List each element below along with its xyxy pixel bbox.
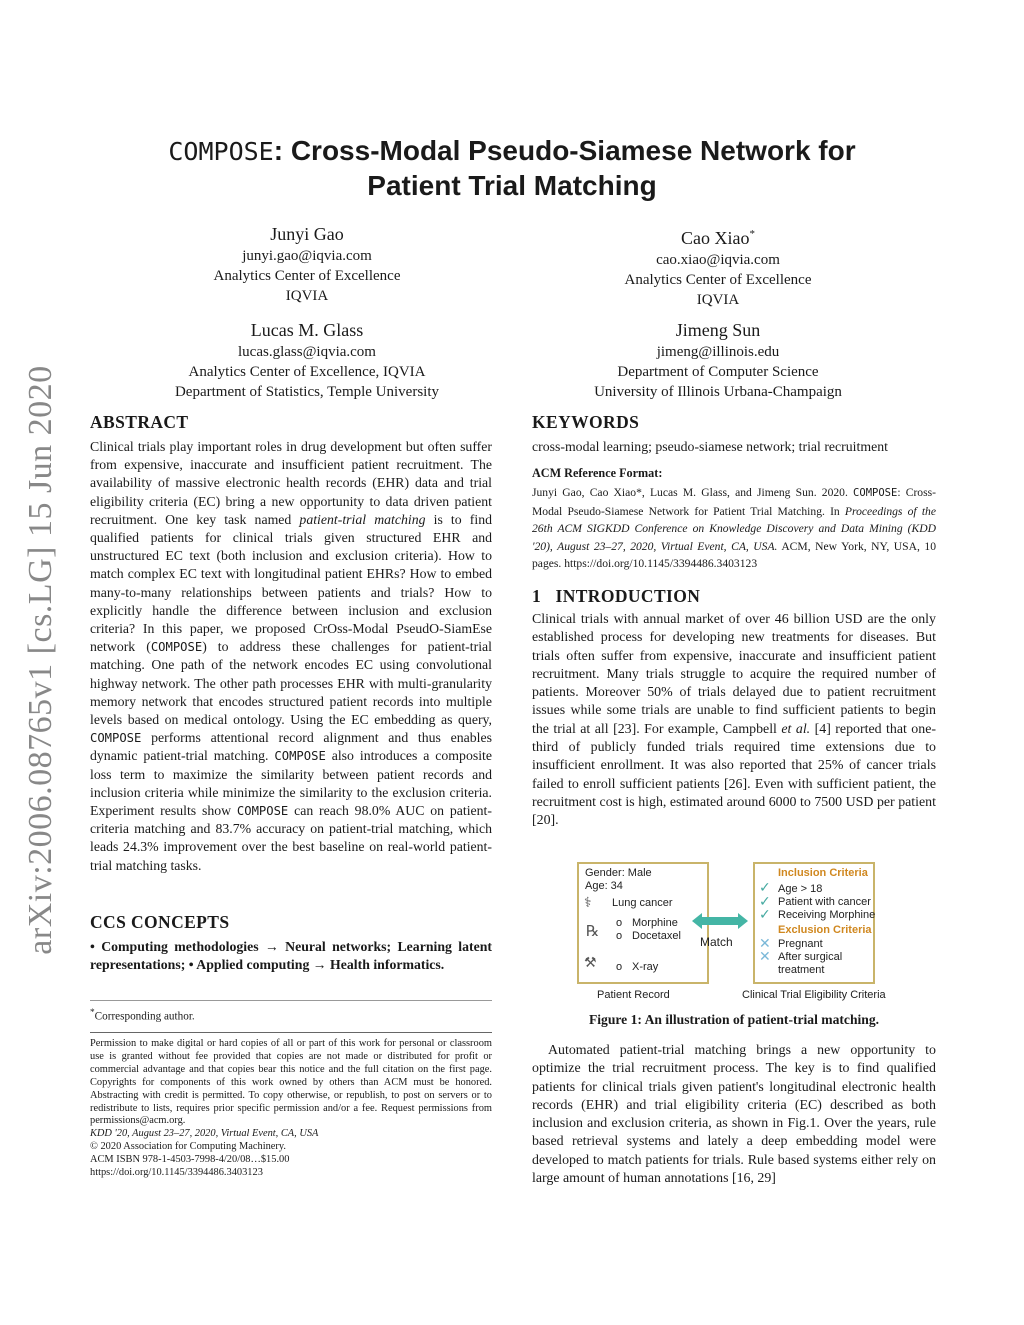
stethoscope-icon: ⚕ [584,895,592,911]
author-name: Jimeng Sun [675,320,761,340]
acm-ref-span: Junyi Gao, Cao Xiao*, Lucas M. Glass, and Jimeng Sun. 2020. [532,486,854,499]
inclusion-item: Patient with cancer [778,896,871,908]
footnote-text: Corresponding author. [94,1010,195,1023]
author-affiliation: Department of Statistics, Temple University [174,384,440,400]
section-title: INTRODUCTION [555,586,701,606]
acm-ref-span: ACM, New York, NY, USA, 10 pages. https://doi.org/10.1145/3394486.3403123 [532,539,936,571]
med-bullet: o [616,917,623,929]
intro-emphasis: et al. [781,721,811,737]
trial-criteria-label: Clinical Trial Eligibility Criteria [742,989,886,1001]
author-block-4 [548,318,888,402]
patient-diagnosis: Lung cancer [612,897,673,909]
keywords-text: cross-modal learning; pseudo-siamese network; trial recruitment [532,439,888,454]
inclusion-item: Receiving Morphine [778,909,876,921]
abstract-span: also introduces a composite loss term to maximize the similarity between patient records and inclusion criteria while minimize the similarity to the exclusion criteria. Experiment results show [90,748,492,819]
proc-bullet: o [616,961,623,973]
cross-icon: ✕ [759,936,771,952]
exclusion-item: treatment [778,964,825,976]
author-affiliation: IQVIA [696,292,740,308]
abstract-emphasis: patient-trial matching [299,511,426,527]
abstract-span: Clinical trials play important roles in drug development but often suffer from expensive, inaccurate and insufficient patient recruitment. The availability of massive electronic health records (EHR) data and trial eligibility criteria (EC) bring a new opportunity to data driven patient recruitment. One key task named [90,439,492,527]
exclusion-item: Pregnant [778,938,823,950]
author-block-3 [137,318,477,402]
inclusion-heading: Inclusion Criteria [778,867,868,879]
author-affiliation: Analytics Center of Excellence [624,272,812,288]
permission-rule [90,1032,492,1033]
compose-token: COMPOSE [274,749,326,764]
acm-ref-text [532,484,936,573]
author-affiliation: Department of Computer Science [617,364,819,380]
abstract-span: performs attentional record alignment and thus enables dynamic patient-trial matching. [90,730,492,764]
corresponding-mark: * [749,228,755,240]
author-name: Cao Xiao [681,228,750,248]
copyright-line: © 2020 Association for Computing Machinery. [90,1141,286,1153]
ccs-heading: CCS CONCEPTS [90,912,230,932]
figure-1 [560,852,910,1012]
match-label: Match [700,935,733,949]
permission-text: Permission to make digital or hard copies of all or part of this work for personal or classroom use is granted without fee provided that copies are not made or distributed for profit or commercial advantage and that copies bear this notice and the full citation on the first page. Copyrights for components of this work owned by others than ACM must be honored. Abstracting with credit is permitted. To copy otherwise, or republish, to post on servers or to redistribute to lists, requires prior specific permission and/or a fee. Request permissions from permissions@acm.org. [90,1038,492,1127]
match-arrow-icon [692,912,748,930]
intro-paragraph-1 [532,611,936,831]
acm-ref-emphasis: Proceedings of the 26th ACM SIGKDD Conference on Knowledge Discovery and Data Mining (KDD '20), August 23–27, 2020, Virtual Event, CA, USA. [532,504,936,553]
keywords-heading: KEYWORDS [532,412,640,432]
prescription-icon: ℞ [586,922,600,940]
ccs-concepts: • Computing methodologies → Neural networks; Learning latent representations; • Applied computing → Health informatics. [90,939,492,973]
author-affiliation: Analytics Center of Excellence, IQVIA [188,364,426,380]
conference-info: KDD '20, August 23–27, 2020, Virtual Event, CA, USA [90,1128,319,1140]
compose-token: COMPOSE [853,487,898,499]
exclusion-item: After surgical [778,951,843,963]
title-system-name: COMPOSE [168,137,274,166]
doi-link[interactable]: https://doi.org/10.1145/3394486.3403123 [90,1167,263,1179]
author-email[interactable]: lucas.glass@iqvia.com [238,344,376,360]
author-affiliation: University of Illinois Urbana-Champaign [594,384,842,400]
author-email[interactable]: junyi.gao@iqvia.com [242,248,372,264]
abstract-span: ) to address these challenges for patient-trial matching. One path of the network encodes EC using convolutional highway network. The other path processes EHR with multi-granularity memory network that encodes structured patient records into multiple levels based on medical ontology. Using the EC embedding as query, [90,639,492,728]
abstract-text [90,438,492,875]
cross-icon: ✕ [759,949,771,965]
author-block-1 [137,222,477,306]
author-affiliation: IQVIA [285,288,329,304]
author-email[interactable]: jimeng@illinois.edu [656,344,780,360]
abstract-span: can reach 98.0% AUC on patient-criteria matching and 83.7% accuracy on patient-trial matching, which leads 24.3% improvement over the best baseline on real-world patient-trial matching tasks. [90,803,492,873]
inclusion-item: Age > 18 [778,883,823,895]
intro-span: [4] reported that one-third of publicly funded trials required time extensions due to insufficient enrollment. It was also reported that 25% of cancer trials failed to enroll sufficient patients [26]. Even with sufficient patient, the recruitment cost is high, estimated around 6000 to 7500 USD per patient [20]. [532,721,936,829]
check-icon: ✓ [759,894,771,910]
patient-medication: Morphine [632,917,678,929]
abstract-span: is to find qualified patients for clinical trials given structured EHR and unstructured EC text (both inclusion and exclusion criteria). How to match complex EC text with longitudinal patient EHRs? How to embed many-to-many relationships between patients and trials? How to explicitly handle the difference between inclusion and exclusion criteria? In this paper, we proposed CrOss-Modal PseudO-SiamEse network ( [90,511,492,655]
tools-icon: ⚒ [584,955,597,971]
corresponding-footnote: *Corresponding author. [90,1008,195,1023]
figure-caption: Figure 1: An illustration of patient-trial matching. [588,1012,880,1027]
author-name: Junyi Gao [270,224,344,244]
compose-token: COMPOSE [150,640,203,655]
intro-paragraph-2: Automated patient-trial matching brings a new opportunity to optimize the trial recruitment process. The key is to find qualified patients for clinical trials given patient's longitudinal electronic health records (EHR) and trial eligibility criteria (EC) described as both inclusion and exclusion criteria, as shown in Fig.1. Over the years, rule based retrieval systems and lately a deep embedding model were developed to match patients for trials. Rule based systems either rely on large amount of human annotations [16, 29] [532,1043,936,1187]
compose-token: COMPOSE [90,731,142,746]
patient-age: Age: 34 [585,880,623,892]
author-email[interactable]: cao.xiao@iqvia.com [656,252,780,268]
title-line2: Patient Trial Matching [367,170,657,201]
section-number: 1 [532,586,542,606]
isbn-line: ACM ISBN 978-1-4503-7998-4/20/08…$15.00 [90,1154,290,1166]
patient-gender: Gender: Male [585,867,652,879]
patient-procedure: X-ray [632,961,659,973]
check-icon: ✓ [759,907,771,923]
author-block-2 [548,222,888,310]
arxiv-identifier: arXiv:2006.08765v1 [cs.LG] 15 Jun 2020 [22,365,59,955]
footnote-rule [90,1000,492,1001]
patient-record-label: Patient Record [597,989,670,1001]
author-affiliation: Analytics Center of Excellence [213,268,401,284]
acm-ref-span: : Cross-Modal Pseudo-Siamese Network for Patient Trial Matching. In [532,486,936,518]
exclusion-heading: Exclusion Criteria [778,924,872,936]
permission-block [90,1038,492,1180]
paper-title [150,134,874,203]
acm-ref-heading: ACM Reference Format: [532,466,663,480]
author-name: Lucas M. Glass [250,320,364,340]
compose-token: COMPOSE [236,804,289,819]
patient-medication: Docetaxel [632,930,681,942]
abstract-heading: ABSTRACT [90,412,189,432]
intro-span: Clinical trials with annual market of over 46 billion USD are the only established process for developing new treatments for diseases. But trials often suffer from expensive, inaccurate and insufficient patient recruitment. Many trials struggle to acquire the required number of patients. Moreover 50% of trials delayed due to patient recruitment issues while some trials are unable to find sufficient patients to begin the trial at all [23]. For example, Campbell [532,612,936,737]
check-icon: ✓ [759,880,771,896]
med-bullet: o [616,930,623,942]
introduction-heading [532,586,700,607]
title-line1: : Cross-Modal Pseudo-Siamese Network for [273,135,856,166]
